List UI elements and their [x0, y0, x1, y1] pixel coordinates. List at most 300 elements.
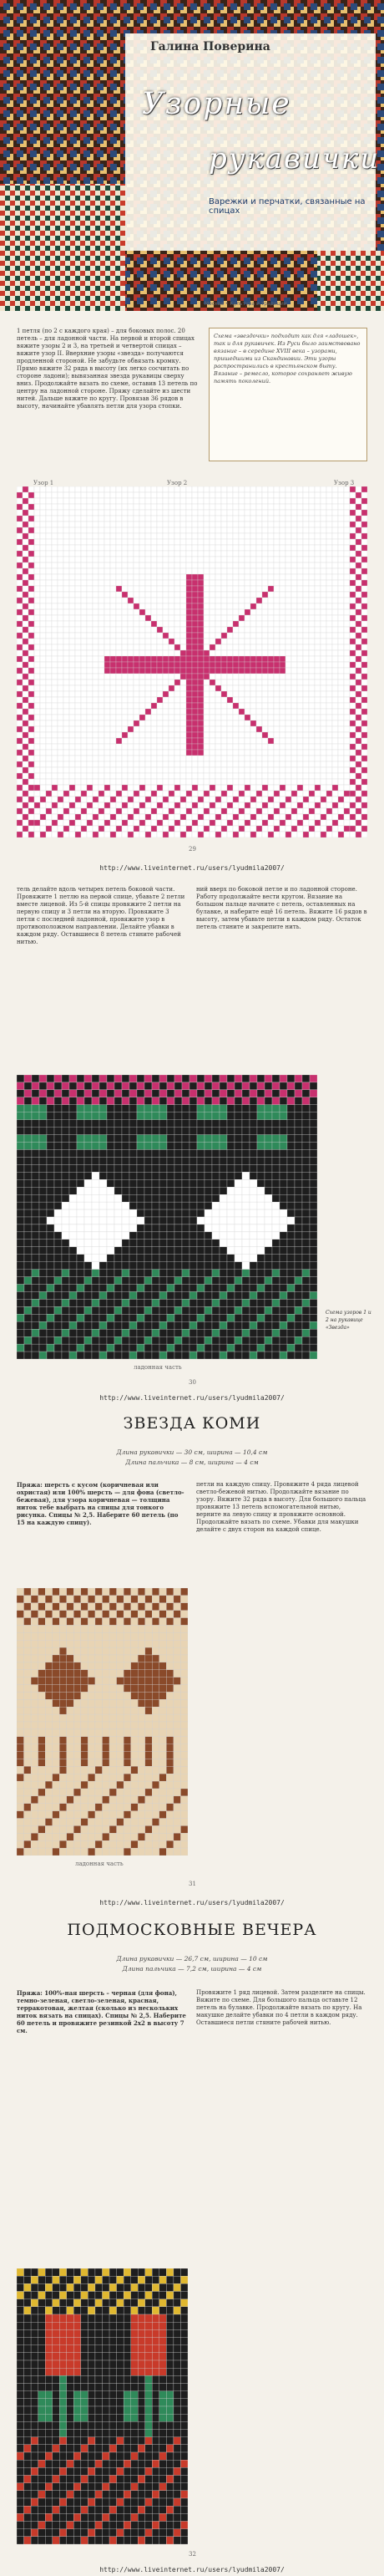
chart-cell — [129, 1128, 137, 1135]
chart-cell — [110, 756, 116, 761]
chart-cell — [210, 761, 215, 767]
chart-cell — [134, 656, 139, 662]
chart-cell — [63, 756, 69, 761]
chart-cell — [99, 510, 104, 516]
chart-cell — [189, 1209, 197, 1217]
chart-cell — [104, 598, 110, 603]
chart-cell — [122, 791, 128, 797]
chart-cell — [285, 756, 291, 761]
chart-cell — [186, 680, 192, 685]
chart-cell — [326, 726, 332, 732]
chart-cell — [137, 1082, 144, 1090]
chart-cell — [227, 726, 233, 732]
chart-cell — [180, 492, 186, 498]
chart-cell — [92, 1224, 99, 1232]
chart-cell — [338, 644, 344, 650]
chart-cell — [157, 533, 163, 539]
chart-cell — [315, 545, 321, 551]
chart-cell — [302, 1247, 310, 1255]
chart-cell — [174, 1179, 182, 1187]
chart-cell — [189, 1194, 197, 1202]
chart-cell — [221, 580, 227, 586]
chart-cell — [99, 598, 104, 603]
chart-cell — [303, 685, 309, 691]
chart-cell — [157, 633, 163, 639]
chart-cell — [99, 761, 104, 767]
chart-cell — [122, 615, 128, 621]
chart-cell — [361, 761, 367, 767]
chart-cell — [303, 568, 309, 574]
chart-cell — [256, 539, 262, 545]
chart-cell — [338, 504, 344, 510]
chart-cell — [361, 522, 367, 527]
chart-cell — [114, 1187, 122, 1194]
chart-cell — [69, 820, 75, 826]
chart-cell — [239, 662, 245, 668]
chart-cell — [204, 726, 210, 732]
chart-cell — [302, 1194, 310, 1202]
chart-cell — [326, 609, 332, 615]
chart-cell — [75, 668, 81, 674]
chart-cell — [122, 557, 128, 563]
chart-cell — [256, 703, 262, 709]
chart-cell — [81, 533, 87, 539]
chart-cell — [145, 674, 151, 680]
chart-cell — [192, 674, 198, 680]
chart-cell — [99, 1128, 107, 1135]
chart-cell — [87, 709, 93, 715]
chart-cell — [52, 644, 58, 650]
chart-cell — [81, 750, 87, 756]
chart-cell — [242, 1209, 250, 1217]
chart-cell — [303, 539, 309, 545]
chart-cell — [297, 592, 303, 598]
chart-cell — [122, 697, 128, 703]
chart-cell — [233, 522, 239, 527]
chart-cell — [87, 545, 93, 551]
chart-cell — [344, 510, 350, 516]
chart-cell — [110, 814, 116, 820]
chart-cell — [250, 633, 256, 639]
chart-cell — [114, 1232, 122, 1240]
chart-cell — [239, 738, 245, 744]
chart-cell — [239, 516, 245, 522]
chart-cell — [58, 510, 63, 516]
chart-cell — [227, 744, 233, 750]
chart-cell — [285, 773, 291, 779]
chart-cell — [116, 545, 122, 551]
page-29 — [0, 311, 384, 863]
chart-cell — [332, 756, 338, 761]
chart-cell — [309, 761, 315, 767]
chart-cell — [291, 726, 297, 732]
chart-cell — [326, 586, 332, 592]
chart-cell — [128, 750, 134, 756]
chart-cell — [99, 744, 104, 750]
chart-cell — [227, 621, 233, 627]
chart-cell — [204, 808, 210, 814]
chart-cell — [93, 703, 99, 709]
chart-cell — [250, 773, 256, 779]
chart-cell — [326, 592, 332, 598]
chart-cell — [242, 1255, 250, 1262]
chart-cell — [280, 785, 285, 791]
chart-cell — [186, 703, 192, 709]
chart-cell — [235, 1232, 242, 1240]
chart-cell — [332, 808, 338, 814]
chart-cell — [81, 545, 87, 551]
chart-cell — [69, 621, 75, 627]
chart-cell — [151, 533, 157, 539]
chart-cell — [157, 603, 163, 609]
chart-cell — [69, 1164, 77, 1172]
chart-cell — [116, 808, 122, 814]
chart-cell — [297, 545, 303, 551]
chart-cell — [151, 715, 157, 720]
chart-cell — [40, 697, 46, 703]
chart-cell — [344, 732, 350, 738]
chart-cell — [107, 1247, 114, 1255]
chart-cell — [198, 522, 204, 527]
chart-cell — [257, 1082, 265, 1090]
chart-cell — [250, 832, 256, 837]
chart-cell — [174, 1255, 182, 1262]
chart-cell — [134, 533, 139, 539]
chart-cell — [114, 1143, 122, 1150]
chart-cell — [344, 680, 350, 685]
chart-cell — [87, 820, 93, 826]
chart-cell — [28, 539, 34, 545]
chart-cell — [227, 680, 233, 685]
chart-cell — [99, 557, 104, 563]
chart-cell — [139, 761, 145, 767]
chart-cell — [54, 1149, 62, 1157]
chart-cell — [169, 504, 174, 510]
chart-cell — [58, 668, 63, 674]
chart-cell — [344, 609, 350, 615]
chart-cell — [46, 685, 52, 691]
chart-cell — [58, 703, 63, 709]
chart-cell — [186, 522, 192, 527]
chart-cell — [23, 662, 28, 668]
chart-cell — [69, 674, 75, 680]
chart-cell — [63, 615, 69, 621]
chart-cell — [28, 674, 34, 680]
chart-cell — [309, 785, 315, 791]
chart-cell — [338, 615, 344, 621]
chart-cell — [167, 1149, 174, 1157]
chart-cell — [245, 580, 250, 586]
chart-cell — [356, 703, 361, 709]
chart-cell — [151, 785, 157, 791]
chart-cell — [239, 767, 245, 773]
chart-cell — [291, 533, 297, 539]
chart-cell — [315, 726, 321, 732]
chart-cell — [69, 697, 75, 703]
chart-cell — [192, 750, 198, 756]
chart-cell — [116, 492, 122, 498]
chart-cell — [180, 767, 186, 773]
chart-cell — [84, 1082, 92, 1090]
chart-cell — [104, 644, 110, 650]
chart-cell — [24, 1112, 32, 1120]
chart-cell — [182, 1097, 189, 1105]
chart-cell — [315, 668, 321, 674]
chart-cell — [104, 773, 110, 779]
chart-cell — [192, 656, 198, 662]
chart-cell — [303, 680, 309, 685]
chart-cell — [350, 586, 356, 592]
chart-cell — [321, 720, 326, 726]
chart-cell — [104, 779, 110, 785]
chart-cell — [186, 797, 192, 802]
chart-cell — [215, 703, 221, 709]
chart-cell — [180, 639, 186, 644]
chart-cell — [227, 1285, 235, 1292]
chart-cell — [356, 674, 361, 680]
chart-cell — [287, 1247, 295, 1255]
chart-cell — [128, 609, 134, 615]
chart-cell — [134, 779, 139, 785]
chart-cell — [205, 1143, 212, 1150]
chart-cell — [23, 656, 28, 662]
chart-cell — [204, 522, 210, 527]
chart-cell — [40, 756, 46, 761]
chart-cell — [350, 756, 356, 761]
chart-cell — [99, 1314, 107, 1321]
chart-cell — [104, 767, 110, 773]
chart-cell — [169, 609, 174, 615]
chart-cell — [192, 726, 198, 732]
chart-cell — [180, 732, 186, 738]
chart-cell — [303, 738, 309, 744]
chart-cell — [310, 1277, 317, 1285]
chart-cell — [114, 1329, 122, 1336]
chart-cell — [242, 1128, 250, 1135]
chart-cell — [332, 697, 338, 703]
chart-cell — [326, 522, 332, 527]
chart-cell — [23, 797, 28, 802]
chart-cell — [174, 1217, 182, 1224]
chart-cell — [144, 1255, 152, 1262]
chart-cell — [116, 674, 122, 680]
chart-cell — [144, 1135, 152, 1143]
chart-cell — [151, 820, 157, 826]
chart-cell — [212, 1321, 220, 1329]
chart-cell — [151, 773, 157, 779]
chart-cell — [280, 756, 285, 761]
chart-cell — [137, 1240, 144, 1247]
chart-cell — [28, 662, 34, 668]
chart-cell — [28, 832, 34, 837]
chart-cell — [239, 709, 245, 715]
chart-cell — [235, 1255, 242, 1262]
chart-cell — [268, 533, 274, 539]
chart-cell — [81, 633, 87, 639]
chart-cell — [151, 522, 157, 527]
chart-cell — [215, 603, 221, 609]
chart-cell — [332, 510, 338, 516]
chart-cell — [291, 504, 297, 510]
chart-cell — [338, 761, 344, 767]
chart-cell — [84, 1179, 92, 1187]
chart-cell — [257, 1224, 265, 1232]
chart-cell — [159, 1224, 167, 1232]
chart-cell — [245, 633, 250, 639]
chart-cell — [221, 551, 227, 557]
chart-cell — [63, 662, 69, 668]
chart-cell — [157, 720, 163, 726]
chart-cell — [157, 516, 163, 522]
chart-cell — [17, 761, 23, 767]
chart-cell — [204, 756, 210, 761]
chart-cell — [52, 773, 58, 779]
chart-cell — [212, 1097, 220, 1105]
chart-cell — [291, 568, 297, 574]
chart-cell — [221, 814, 227, 820]
chart-cell — [265, 1202, 272, 1209]
chart-cell — [152, 1135, 159, 1143]
chart-cell — [87, 568, 93, 574]
chart-cell — [39, 1285, 47, 1292]
chart-cell — [75, 767, 81, 773]
chart-cell — [17, 720, 23, 726]
chart-cell — [24, 1255, 32, 1262]
chart-cell — [77, 1217, 84, 1224]
chart-cell — [46, 826, 52, 832]
chart-cell — [99, 1143, 107, 1150]
chart-cell — [272, 1321, 280, 1329]
chart-cell — [69, 1321, 77, 1329]
chart-cell — [265, 1097, 272, 1105]
chart-cell — [233, 545, 239, 551]
chart-cell — [167, 1112, 174, 1120]
chart-cell — [338, 533, 344, 539]
chart-cell — [182, 1179, 189, 1187]
chart-cell — [32, 1232, 39, 1240]
chart-cell — [23, 633, 28, 639]
chart-cell — [159, 1120, 167, 1128]
chart-cell — [303, 486, 309, 492]
chart-cell — [356, 580, 361, 586]
chart-cell — [17, 527, 23, 533]
chart-cell — [167, 1097, 174, 1105]
chart-cell — [63, 797, 69, 802]
chart-cell — [356, 504, 361, 510]
chart-cell — [144, 1157, 152, 1164]
chart-cell — [321, 633, 326, 639]
chart-cell — [75, 826, 81, 832]
chart-cell — [256, 826, 262, 832]
chart-cell — [116, 603, 122, 609]
chart-cell — [110, 662, 116, 668]
chart-cell — [77, 1194, 84, 1202]
chart-cell — [182, 1224, 189, 1232]
chart-cell — [81, 627, 87, 633]
chart-cell — [63, 522, 69, 527]
chart-cell — [32, 1120, 39, 1128]
chart-cell — [344, 674, 350, 680]
chart-cell — [77, 1120, 84, 1128]
chart-cell — [262, 545, 268, 551]
chart-cell — [54, 1329, 62, 1336]
chart-cell — [93, 832, 99, 837]
chart-cell — [28, 680, 34, 685]
chart-cell — [221, 802, 227, 808]
chart-cell — [40, 592, 46, 598]
chart-cell — [93, 791, 99, 797]
chart-cell — [265, 1247, 272, 1255]
chart-cell — [332, 791, 338, 797]
chart-cell — [87, 592, 93, 598]
chart-cell — [265, 1112, 272, 1120]
chart-cell — [40, 563, 46, 568]
chart-cell — [274, 726, 280, 732]
chart-cell — [92, 1172, 99, 1179]
chart-cell — [245, 498, 250, 504]
chart-cell — [104, 545, 110, 551]
chart-cell — [116, 832, 122, 837]
chart-cell — [285, 826, 291, 832]
chart-cell — [182, 1128, 189, 1135]
chart-cell — [81, 715, 87, 720]
chart-cell — [310, 1097, 317, 1105]
chart-cell — [139, 539, 145, 545]
chart-cell — [321, 662, 326, 668]
chart-cell — [356, 802, 361, 808]
chart-cell — [87, 680, 93, 685]
chart-cell — [310, 1291, 317, 1299]
chart-cell — [280, 574, 285, 580]
chart-cell — [287, 1090, 295, 1097]
chart-cell — [128, 685, 134, 691]
chart-cell — [210, 486, 215, 492]
chart-cell — [87, 703, 93, 709]
chart-cell — [242, 1232, 250, 1240]
chart-cell — [291, 551, 297, 557]
chart-cell — [28, 820, 34, 826]
chart-cell — [250, 1232, 257, 1240]
chart-cell — [110, 492, 116, 498]
chart-cell — [198, 621, 204, 627]
chart-cell — [309, 756, 315, 761]
chart-cell — [221, 761, 227, 767]
chart-cell — [152, 1217, 159, 1224]
chart-cell — [17, 603, 23, 609]
chart-cell — [174, 1112, 182, 1120]
chart-cell — [285, 761, 291, 767]
chart-cell — [23, 551, 28, 557]
chart-cell — [122, 738, 128, 744]
chart-cell — [361, 691, 367, 697]
chart-cell — [81, 522, 87, 527]
chart-cell — [198, 656, 204, 662]
chart-cell — [315, 779, 321, 785]
chart-cell — [295, 1277, 302, 1285]
chart-cell — [122, 1209, 129, 1217]
chart-cell — [116, 633, 122, 639]
chart-cell — [262, 580, 268, 586]
chart-cell — [167, 1277, 174, 1285]
chart-cell — [197, 1143, 205, 1150]
chart-cell — [114, 1217, 122, 1224]
chart-cell — [46, 492, 52, 498]
chart-cell — [23, 627, 28, 633]
chart-cell — [221, 744, 227, 750]
chart-cell — [84, 1329, 92, 1336]
chart-cell — [174, 557, 180, 563]
chart-cell — [110, 685, 116, 691]
